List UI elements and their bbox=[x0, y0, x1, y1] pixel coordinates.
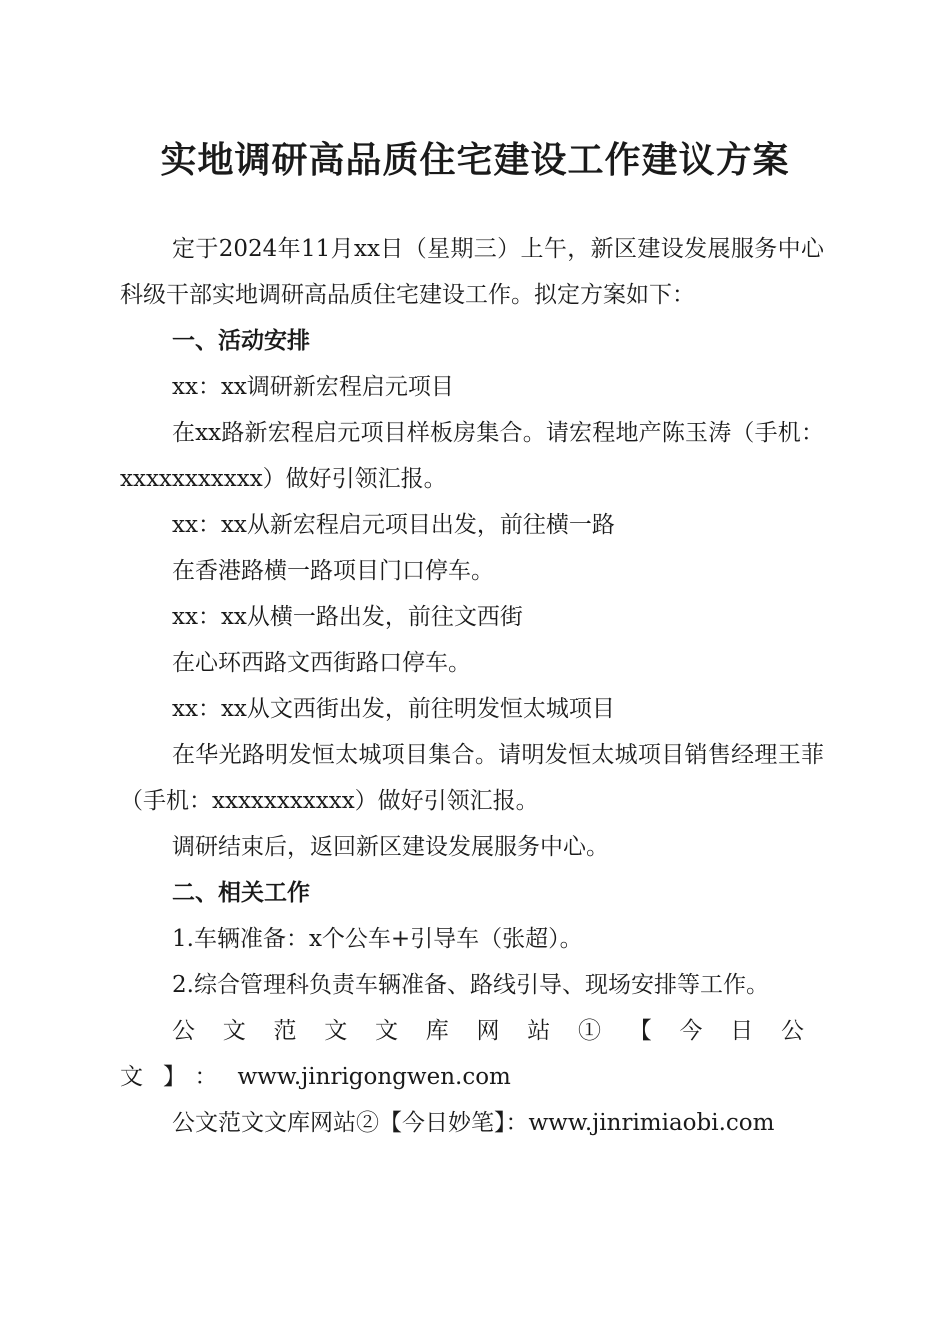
footer-site1 bbox=[120, 1008, 824, 1100]
section-heading-related-work: 二、相关工作 bbox=[172, 880, 310, 906]
work-item: 1.车辆准备：x个公车+引导车（张超）。 bbox=[172, 926, 583, 952]
document-body bbox=[120, 226, 824, 1146]
schedule-line: 调研结束后，返回新区建设发展服务中心。 bbox=[172, 834, 609, 860]
schedule-line: xx：xx调研新宏程启元项目 bbox=[172, 374, 454, 400]
section-heading-activities: 一、活动安排 bbox=[172, 328, 310, 354]
schedule-line: 在xx路新宏程启元项目样板房集合。请宏程地产陈玉涛（手机：xxxxxxxxxxx）做好引领汇报。 bbox=[120, 420, 824, 492]
document-title: 实地调研高品质住宅建设工作建议方案 bbox=[160, 139, 790, 181]
schedule-line: 在香港路横一路项目门口停车。 bbox=[172, 558, 494, 584]
footer-site1-label: 公文范文文库网站①【今日公文】： bbox=[120, 1018, 824, 1090]
footer-site1-url[interactable]: www.jinrigongwen.com bbox=[237, 1064, 511, 1090]
footer-site2: 公文范文文库网站②【今日妙笔】：www.jinrimiaobi.com bbox=[172, 1110, 775, 1136]
schedule-line: xx：xx从新宏程启元项目出发，前往横一路 bbox=[172, 512, 615, 538]
schedule-line: xx：xx从横一路出发，前往文西街 bbox=[172, 604, 523, 630]
schedule-line: 在华光路明发恒太城项目集合。请明发恒太城项目销售经理王菲（手机：xxxxxxxxxxx）做好引领汇报。 bbox=[120, 742, 824, 814]
schedule-line: xx：xx从文西街出发，前往明发恒太城项目 bbox=[172, 696, 615, 722]
schedule-line: 在心环西路文西街路口停车。 bbox=[172, 650, 471, 676]
work-item: 2.综合管理科负责车辆准备、路线引导、现场安排等工作。 bbox=[172, 972, 769, 998]
intro-paragraph: 定于2024年11月xx日（星期三）上午，新区建设发展服务中心科级干部实地调研高品质住宅建设工作。拟定方案如下： bbox=[120, 236, 824, 308]
